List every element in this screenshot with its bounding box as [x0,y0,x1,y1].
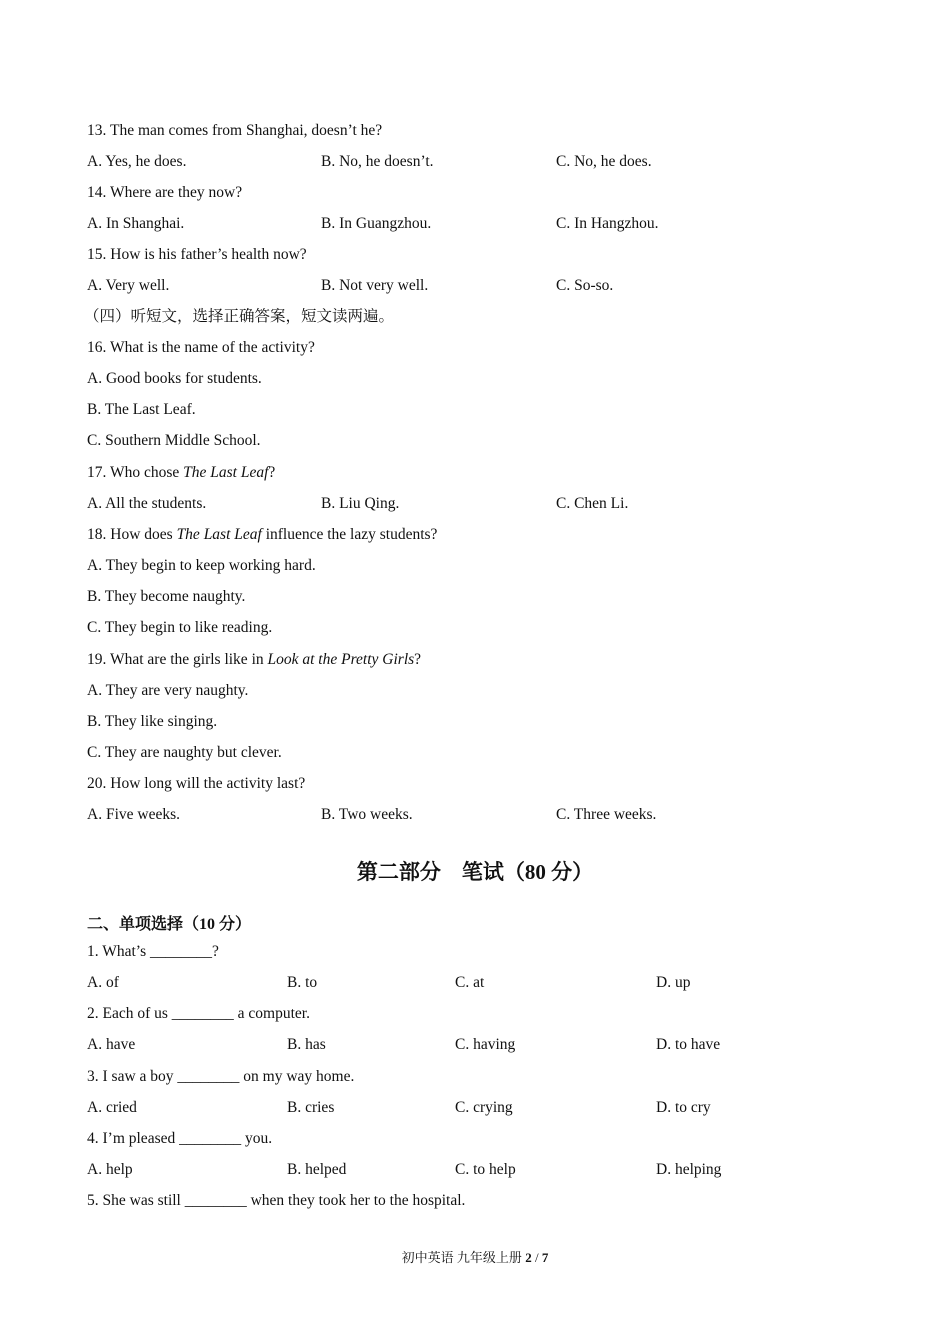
stem-text-end: ? [268,464,276,481]
stem-text: 19. What are the girls like in [87,651,268,668]
question-14-option-c: C. In Hangzhou. [556,215,659,232]
stem-title-italic: The Last Leaf [183,464,269,481]
single-choice-1-option-b: B. to [287,974,318,991]
question-19-stem [87,650,421,670]
question-15-option-c: C. So-so. [556,277,614,294]
stem-title-italic: Look at the Pretty Girls [267,651,415,668]
question-19-option-a: A. They are very naughty. [87,682,249,699]
single-choice-2-option-a: A. have [87,1036,136,1053]
question-13-option-b: B. No, he doesn’t. [321,153,434,170]
question-13-stem: 13. The man comes from Shanghai, doesn’t he? [87,122,383,139]
single-choice-4-option-a: A. help [87,1161,133,1178]
single-choice-4-option-b: B. helped [287,1161,347,1178]
section-2-title: 二、单项选择（10 分） [87,916,252,933]
stem-text: 17. Who chose [87,464,184,481]
single-choice-3-option-a: A. cried [87,1099,137,1116]
question-20-stem: 20. How long will the activity last? [87,775,306,792]
part-2-title: 第二部分 笔试（80 分） [356,860,594,884]
question-18-option-b: B. They become naughty. [87,588,246,605]
question-16-option-a: A. Good books for students. [87,370,262,387]
single-choice-2-option-b: B. has [287,1036,326,1053]
footer-page-total: 7 [541,1250,549,1265]
question-14-stem: 14. Where are they now? [87,184,243,201]
single-choice-3-option-d: D. to cry [656,1099,711,1116]
footer-label: 初中英语 九年级上册 [401,1250,526,1265]
question-18-stem [87,525,437,545]
single-choice-1-stem: 1. What’s ________? [87,943,219,960]
question-16-option-c: C. Southern Middle School. [87,432,261,449]
part-4-instruction: （四）听短文，选择正确答案，短文读两遍。 [84,308,395,325]
single-choice-1-option-c: C. at [455,974,485,991]
footer-page-number: 2 [525,1250,532,1265]
question-20-option-c: C. Three weeks. [556,806,657,823]
question-20-option-a: A. Five weeks. [87,806,180,823]
single-choice-1-option-a: A. of [87,974,119,991]
footer-separator: / [531,1250,542,1265]
question-16-stem: 16. What is the name of the activity? [87,339,315,356]
single-choice-2-option-c: C. having [455,1036,516,1053]
single-choice-5-stem: 5. She was still ________ when they took her to the hospital. [87,1192,466,1209]
question-20-option-b: B. Two weeks. [321,806,413,823]
question-15-stem: 15. How is his father’s health now? [87,246,307,263]
stem-text-end: influence the lazy students? [261,526,438,543]
question-17-stem [87,463,275,483]
single-choice-2-stem: 2. Each of us ________ a computer. [87,1005,310,1022]
question-19-option-b: B. They like singing. [87,713,218,730]
question-17-option-b: B. Liu Qing. [321,495,400,512]
single-choice-3-stem: 3. I saw a boy ________ on my way home. [87,1068,355,1085]
stem-text-end: ? [414,651,422,668]
question-17-option-a: A. All the students. [87,495,207,512]
question-15-option-b: B. Not very well. [321,277,429,294]
stem-title-italic: The Last Leaf [176,526,262,543]
single-choice-3-option-c: C. crying [455,1099,513,1116]
question-15-option-a: A. Very well. [87,277,170,294]
single-choice-1-option-d: D. up [656,974,691,991]
single-choice-4-option-c: C. to help [455,1161,516,1178]
question-13-option-a: A. Yes, he does. [87,153,187,170]
stem-text: 18. How does [87,526,177,543]
single-choice-4-stem: 4. I’m pleased ________ you. [87,1130,273,1147]
question-17-option-c: C. Chen Li. [556,495,629,512]
question-19-option-c: C. They are naughty but clever. [87,744,282,761]
question-16-option-b: B. The Last Leaf. [87,401,196,418]
single-choice-4-option-d: D. helping [656,1161,722,1178]
single-choice-2-option-d: D. to have [656,1036,721,1053]
question-18-option-c: C. They begin to like reading. [87,619,273,636]
question-14-option-b: B. In Guangzhou. [321,215,432,232]
page-footer [0,1247,950,1266]
single-choice-3-option-b: B. cries [287,1099,335,1116]
question-14-option-a: A. In Shanghai. [87,215,185,232]
question-13-option-c: C. No, he does. [556,153,652,170]
question-18-option-a: A. They begin to keep working hard. [87,557,316,574]
